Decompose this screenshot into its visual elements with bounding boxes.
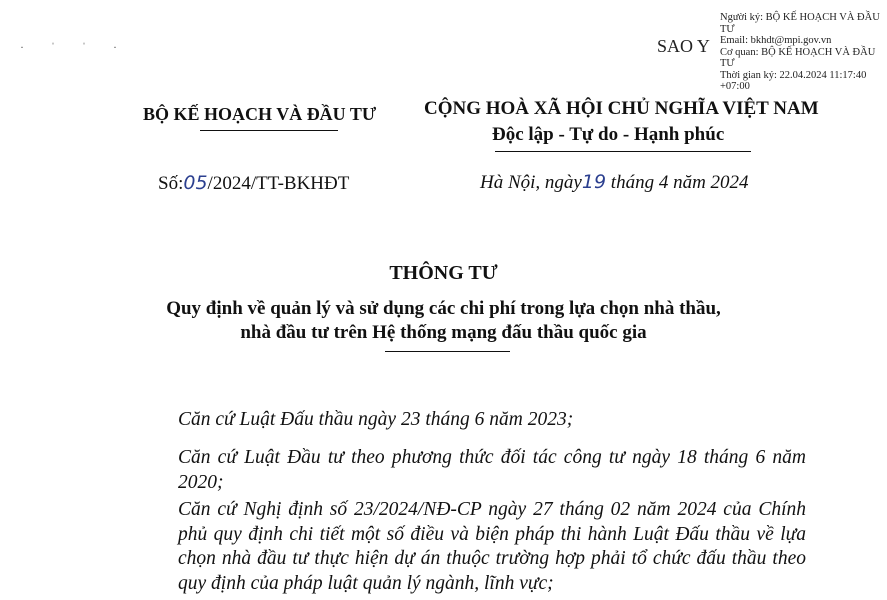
national-title: CỘNG HOÀ XÃ HỘI CHỦ NGHĨA VIỆT NAM [424,98,819,119]
date-suffix: tháng 4 năm 2024 [606,172,749,193]
preamble-text: Căn cứ Luật Đấu thầu ngày 23 tháng 6 năm 2023; [178,409,574,430]
sao-y-stamp: SAO Y [657,36,710,56]
signer: Người ký: BỘ KẾ HOẠCH VÀ ĐẦU TƯ [720,12,880,35]
motto-underline [495,151,751,152]
preamble-paragraph [126,408,806,433]
document-number-prefix: Số: [158,173,184,194]
document-number-suffix: /2024/TT-BKHĐT [207,173,350,194]
signer-agency: Cơ quan: BỘ KẾ HOẠCH VÀ ĐẦU TƯ [720,46,876,69]
document-type-title: THÔNG TƯ [389,262,498,284]
preamble-paragraph [126,498,806,596]
ministry-name: BỘ KẾ HOẠCH VÀ ĐẦU TƯ [143,104,377,124]
signer-email: Email: bkhdt@mpi.gov.vn [720,35,832,46]
date-prefix: Hà Nội, ngày [480,172,582,193]
handwritten-number: 05 [183,172,208,194]
subject-line-1: Quy định về quản lý và sử dụng các chi phí trong lựa chọn nhà thầu, [166,298,721,319]
scan-specks: · ˈ ˈ · [20,40,129,54]
preamble-text: Căn cứ Nghị định số 23/2024/NĐ-CP ngày 27 tháng 02 năm 2024 của Chính phủ quy định chi tiết một số điều và biện pháp thi hành Luật Đấu thầu về lựa chọn nhà đầu tư thực hiện dự án thuộc trường hợp phải tổ chức đấu thầu theo quy định của pháp luật quản lý ngành, lĩnh vực; [178,499,806,594]
document-number [158,172,349,195]
handwritten-day: 19 [581,171,607,193]
preamble-text: Căn cứ Luật Đầu tư theo phương thức đối tác công tư ngày 18 tháng 6 năm 2020; [178,447,806,493]
ministry-underline [200,130,338,131]
national-motto: Độc lập - Tự do - Hạnh phúc [492,124,725,145]
subject-line-2: nhà đầu tư trên Hệ thống mạng đấu thầu quốc gia [240,322,647,343]
signed-time: Thời gian ký: 22.04.2024 11:17:40 +07:00 [720,69,867,92]
document-subject [0,297,887,345]
preamble-paragraph [126,446,806,495]
subject-underline [385,351,510,352]
date-line [480,171,749,194]
digital-signature-box [720,12,885,93]
